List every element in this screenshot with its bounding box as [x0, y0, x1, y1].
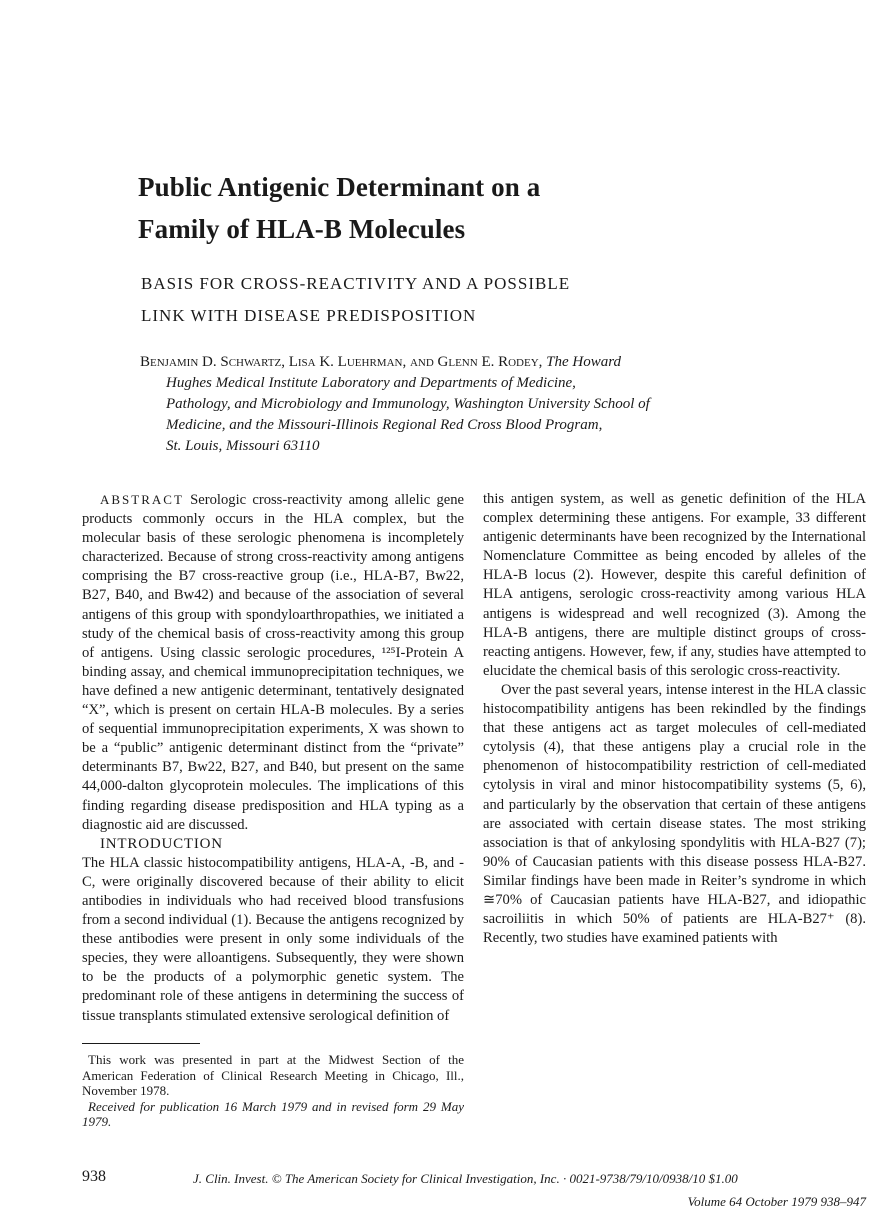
subtitle-line-2: LINK WITH DISEASE PREDISPOSITION — [141, 306, 477, 325]
right-column — [483, 490, 866, 948]
affiliation-line-2: Hughes Medical Institute Laboratory and Departments of Medicine, — [166, 375, 576, 391]
introduction-paragraph-1-continued: this antigen system, as well as genetic definition of the HLA complex determining these antigens. For example, 33 different antigenic determinants have been recognized by the International Nomenclature Committee as being encoded by alleles of the HLA-B locus (2). However, despite this careful definition of HLA antigens, serologic cross-reactivity among various HLA antigens is widespread and well recognized (3). Among the HLA-B antigens, there are multiple distinct groups of cross-reacting antigens. However, few, if any, studies have attempted to elucidate the chemical basis of this serologic cross-reactivity. — [483, 491, 866, 679]
abstract-label: ABSTRACT — [100, 492, 184, 507]
journal-citation: J. Clin. Invest. © The American Society for Clinical Investigation, Inc. · 0021-9738/79/10/0938/10 $1.00 — [193, 1171, 738, 1186]
footnotes — [82, 1052, 464, 1130]
footnote-received: Received for publication 16 March 1979 and in revised form 29 May 1979. — [82, 1098, 464, 1129]
footnote-divider — [82, 1043, 200, 1044]
introduction-paragraph-2: Over the past several years, intense interest in the HLA classic histocompatibility antigens has been rekindled by the findings that these antigens act as target molecules of cell-mediated cytolysis (4), that these antigens play a crucial role in the phenomenon of histocompatibility restriction of cell-mediated cytolysis in viral and minor histocompatibility systems (5, 6), and particularly by the observation that certain of these antigens are associated with certain disease states. The most striking association is that of ankylosing spondylitis with HLA-B27 (7); 90% of Caucasian patients with this disease possess HLA-B27. Similar findings have been made in Reiter’s syndrome in which ≅70% of Caucasian patients have HLA-B27, and idiopathic sacroiliitis in which 50% of patients are HLA-B27⁺ (8). Recently, two studies have examined patients with — [483, 681, 866, 947]
volume-citation: Volume 64 October 1979 938–947 — [687, 1194, 866, 1209]
affiliation-line-5: St. Louis, Missouri 63110 — [166, 438, 320, 454]
author-names: Benjamin D. Schwartz, Lisa K. Luehrman, and Glenn E. Rodey, — [140, 354, 543, 370]
title-line-1: Public Antigenic Determinant on a — [138, 172, 541, 202]
affiliation-line-3: Pathology, and Microbiology and Immunology, Washington University School of — [166, 396, 650, 412]
article-subtitle — [141, 268, 741, 332]
affiliation-line-4: Medicine, and the Missouri-Illinois Regional Red Cross Blood Program, — [166, 417, 603, 433]
subtitle-line-1: BASIS FOR CROSS-REACTIVITY AND A POSSIBLE — [141, 274, 571, 293]
introduction-paragraph-1: The HLA classic histocompatibility antigens, HLA-A, -B, and -C, were originally discovered because of their ability to elicit antibodies in individuals who had received blood transfusions from a second individual (1). Because the antigens recognized by these antibodies were present in only some individuals of the species, they were alloantigens. Subsequently, they were shown to be the products of a polymorphic genetic system. The predominant role of these antigens in determining the success of tissue transplants stimulated extensive serological definition of — [82, 854, 464, 1024]
introduction-heading: INTRODUCTION — [100, 835, 223, 852]
title-line-2: Family of HLA-B Molecules — [138, 214, 466, 244]
affiliation-line-1: The Howard — [546, 354, 622, 370]
page-number: 938 — [82, 1168, 106, 1185]
abstract-text: Serologic cross-reactivity among allelic gene products commonly occurs in the HLA complex, but the molecular basis of these serologic phenomena is incompletely characterized. Because of strong cross-reactivity among antigens comprising the B7 cross-reactive group (i.e., HLA-B7, Bw22, B27, B40, and Bw42) and because of the association of several antigens of this group with spondyloarthropathies, we initiated a study of the chemical basis of cross-reactivity among this group of antigens. Using classic serologic procedures, ¹²⁵I-Protein A binding assay, and chemical immunoprecipitation techniques, we have defined a new antigenic determinant, tentatively designated “X”, which is present on certain HLA-B molecules. By a series of sequential immunoprecipitation experiments, X was shown to be a “public” antigenic determinant distinct from the “private” determinants B7, Bw22, B27, and B40, but present on the same 44,000-dalton glycoprotein molecules. The implications of this finding regarding disease predisposition and HLA typing as a diagnostic aid are discussed. — [82, 492, 464, 833]
article-title — [138, 166, 758, 250]
footnote-presentation: This work was presented in part at the Midwest Section of the American Federation of Clinical Research Meeting in Chicago, Ill., November 1978. — [82, 1052, 464, 1098]
author-block — [140, 352, 780, 457]
left-column — [82, 490, 464, 1026]
abstract-paragraph — [82, 490, 464, 835]
